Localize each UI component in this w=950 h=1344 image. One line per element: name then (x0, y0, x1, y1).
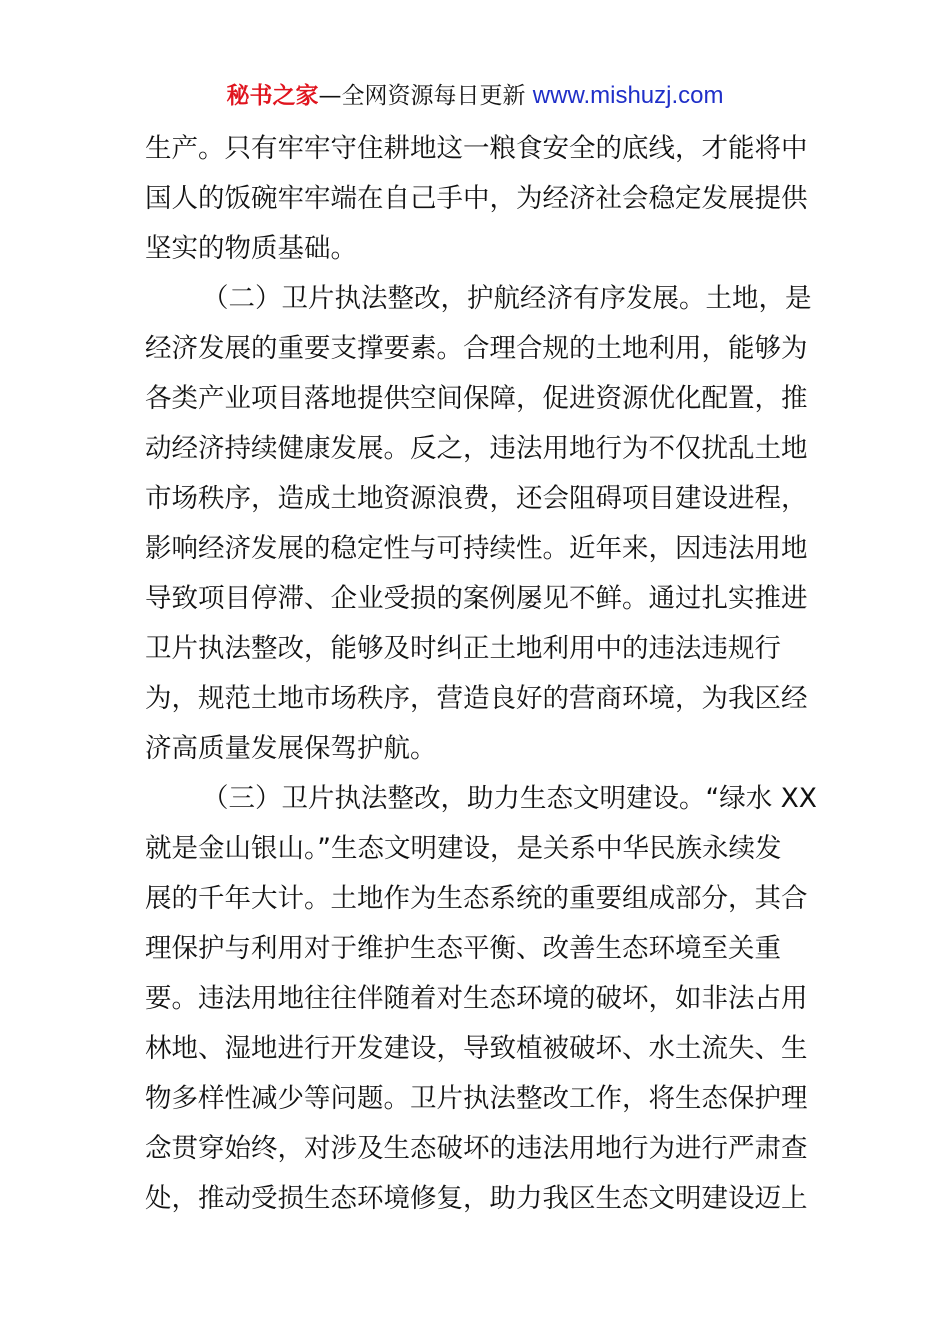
text-line: 就是金山银山。”生态文明建设，是关系中华民族永续发 (145, 833, 782, 864)
paragraph-heading-3: （三）卫片执法整改，助力生态文明建设。“绿水 XX (202, 783, 817, 814)
text-line: 济高质量发展保驾护航。 (145, 733, 437, 764)
text-line: 物多样性减少等问题。卫片执法整改工作，将生态保护理 (145, 1083, 808, 1114)
site-slogan: —全网资源每日更新 (318, 83, 533, 109)
text-line: 动经济持续健康发展。反之，违法用地行为不仅扰乱土地 (145, 433, 808, 464)
site-header (0, 80, 950, 112)
site-url-link[interactable]: www.mishuzj.com (532, 82, 724, 109)
text-line: 坚实的物质基础。 (145, 233, 357, 264)
text-line: 生产。只有牢牢守住耕地这一粮食安全的底线，才能将中 (145, 133, 808, 164)
text-line: 理保护与利用对于维护生态平衡、改善生态环境至关重 (145, 933, 781, 964)
text-line: 影响经济发展的稳定性与可持续性。近年来，因违法用地 (145, 533, 808, 564)
text-line: 处，推动受损生态环境修复，助力我区生态文明建设迈上 (145, 1183, 808, 1214)
text-line: 要。违法用地往往伴随着对生态环境的破坏，如非法占用 (145, 983, 808, 1014)
text-line: 念贯穿始终，对涉及生态破坏的违法用地行为进行严肃查 (145, 1133, 808, 1164)
document-body (145, 124, 825, 1224)
text-line: 林地、湿地进行开发建设，导致植被破坏、水土流失、生 (145, 1033, 808, 1064)
text-line: 为，规范土地市场秩序，营造良好的营商环境，为我区经 (145, 683, 808, 714)
text-line: 各类产业项目落地提供空间保障，促进资源优化配置，推 (145, 383, 808, 414)
paragraph-heading-2: （二）卫片执法整改，护航经济有序发展。土地，是 (202, 283, 812, 314)
text-line: 经济发展的重要支撑要素。合理合规的土地利用，能够为 (145, 333, 808, 364)
text-line: 卫片执法整改，能够及时纠正土地利用中的违法违规行 (145, 633, 781, 664)
text-line: 国人的饭碗牢牢端在自己手中，为经济社会稳定发展提供 (145, 183, 808, 214)
text-line: 市场秩序，造成土地资源浪费，还会阻碍项目建设进程， (145, 483, 808, 514)
text-line: 展的千年大计。土地作为生态系统的重要组成部分，其合 (145, 883, 808, 914)
site-brand: 秘书之家 (226, 83, 319, 109)
text-line: 导致项目停滞、企业受损的案例屡见不鲜。通过扎实推进 (145, 583, 808, 614)
